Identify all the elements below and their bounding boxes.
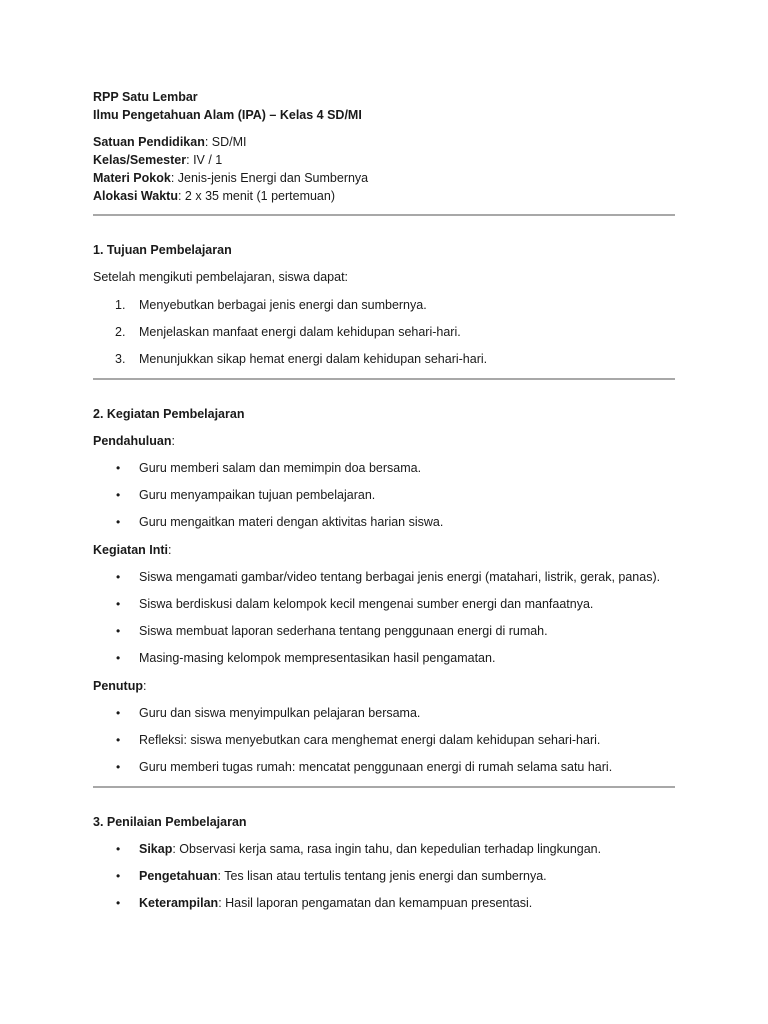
document-title: RPP Satu Lembar	[93, 90, 198, 104]
list-item	[93, 759, 675, 776]
bullet-icon: •	[116, 733, 121, 747]
meta-label: Alokasi Waktu	[93, 189, 178, 203]
list-item-text: Guru mengaitkan materi dengan aktivitas harian siswa.	[139, 515, 444, 529]
list-item	[93, 705, 675, 722]
meta-row-materi	[93, 169, 675, 187]
meta-label: Satuan Pendidikan	[93, 135, 205, 149]
subheading-suffix: :	[143, 679, 147, 693]
meta-label: Kelas/Semester	[93, 153, 187, 167]
assessment-label: Keterampilan	[139, 896, 219, 910]
bullet-icon: •	[116, 869, 121, 883]
tujuan-list	[93, 297, 675, 368]
meta-row-satuan	[93, 133, 675, 151]
bullet-icon: •	[116, 706, 121, 720]
list-item-text: Menunjukkan sikap hemat energi dalam kehidupan sehari-hari.	[139, 352, 488, 366]
list-item-text: Guru memberi tugas rumah: mencatat penggunaan energi di rumah selama satu hari.	[139, 760, 613, 774]
list-item-text: Siswa berdiskusi dalam kelompok kecil mengenai sumber energi dan manfaatnya.	[139, 597, 594, 611]
list-item-text: Menjelaskan manfaat energi dalam kehidupan sehari-hari.	[139, 325, 461, 339]
meta-value: : Jenis-jenis Energi dan Sumbernya	[170, 171, 369, 185]
list-item	[93, 297, 675, 314]
pendahuluan-list	[93, 460, 675, 531]
meta-block	[93, 133, 675, 205]
assessment-label: Sikap	[139, 842, 173, 856]
meta-label: Materi Pokok	[93, 171, 171, 185]
subheading-pendahuluan	[93, 432, 675, 450]
list-item-text: Guru dan siswa menyimpulkan pelajaran bersama.	[139, 706, 421, 720]
meta-value: : SD/MI	[204, 135, 247, 149]
assessment-text: : Hasil laporan pengamatan dan kemampuan presentasi.	[218, 896, 533, 910]
list-item	[93, 324, 675, 341]
assessment-text: : Tes lisan atau tertulis tentang jenis energi dan sumbernya.	[217, 869, 547, 883]
bullet-icon: •	[116, 896, 121, 910]
list-number: 3.	[115, 352, 126, 366]
divider	[93, 214, 675, 216]
list-item	[93, 895, 675, 912]
divider	[93, 378, 675, 380]
subheading-label: Pendahuluan	[93, 434, 172, 448]
list-item	[93, 841, 675, 858]
subheading-suffix: :	[168, 543, 172, 557]
list-item	[93, 487, 675, 504]
inti-list	[93, 569, 675, 667]
bullet-icon: •	[116, 597, 121, 611]
list-item	[93, 569, 675, 586]
list-item	[93, 460, 675, 477]
list-item	[93, 732, 675, 749]
list-item	[93, 596, 675, 613]
list-item-text: Guru memberi salam dan memimpin doa bersama.	[139, 461, 422, 475]
assessment-label: Pengetahuan	[139, 869, 218, 883]
penilaian-list	[93, 841, 675, 912]
subheading-label: Kegiatan Inti	[93, 543, 169, 557]
bullet-icon: •	[116, 760, 121, 774]
bullet-icon: •	[116, 488, 121, 502]
divider	[93, 786, 675, 788]
list-item-text: Menyebutkan berbagai jenis energi dan sumbernya.	[139, 298, 427, 312]
list-item	[93, 868, 675, 885]
subheading-penutup	[93, 677, 675, 695]
section-heading-penilaian: 3. Penilaian Pembelajaran	[93, 815, 247, 829]
list-number: 2.	[115, 325, 126, 339]
subheading-kegiatan-inti	[93, 541, 675, 559]
list-item	[93, 650, 675, 667]
bullet-icon: •	[116, 515, 121, 529]
list-item	[93, 514, 675, 531]
list-item-text: Masing-masing kelompok mempresentasikan hasil pengamatan.	[139, 651, 496, 665]
meta-row-alokasi	[93, 187, 675, 205]
meta-row-kelas	[93, 151, 675, 169]
subheading-suffix: :	[171, 434, 175, 448]
list-item-text: Siswa mengamati gambar/video tentang berbagai jenis energi (matahari, listrik, gerak, panas).	[139, 570, 661, 584]
bullet-icon: •	[116, 651, 121, 665]
meta-value: : 2 x 35 menit (1 pertemuan)	[177, 189, 336, 203]
bullet-icon: •	[116, 461, 121, 475]
assessment-text: : Observasi kerja sama, rasa ingin tahu, dan kepedulian terhadap lingkungan.	[172, 842, 602, 856]
penutup-list	[93, 705, 675, 776]
list-item-text: Siswa membuat laporan sederhana tentang penggunaan energi di rumah.	[139, 624, 548, 638]
document-page	[93, 88, 675, 912]
list-number: 1.	[115, 298, 126, 312]
tujuan-intro: Setelah mengikuti pembelajaran, siswa dapat:	[93, 270, 349, 284]
document-subtitle: Ilmu Pengetahuan Alam (IPA) – Kelas 4 SD/MI	[93, 108, 362, 122]
bullet-icon: •	[116, 570, 121, 584]
meta-value: : IV / 1	[186, 153, 223, 167]
list-item	[93, 351, 675, 368]
section-heading-tujuan: 1. Tujuan Pembelajaran	[93, 243, 232, 257]
list-item-text: Guru menyampaikan tujuan pembelajaran.	[139, 488, 376, 502]
list-item	[93, 623, 675, 640]
bullet-icon: •	[116, 624, 121, 638]
section-heading-kegiatan: 2. Kegiatan Pembelajaran	[93, 407, 245, 421]
bullet-icon: •	[116, 842, 121, 856]
subheading-label: Penutup	[93, 679, 143, 693]
list-item-text: Refleksi: siswa menyebutkan cara menghemat energi dalam kehidupan sehari-hari.	[139, 733, 601, 747]
